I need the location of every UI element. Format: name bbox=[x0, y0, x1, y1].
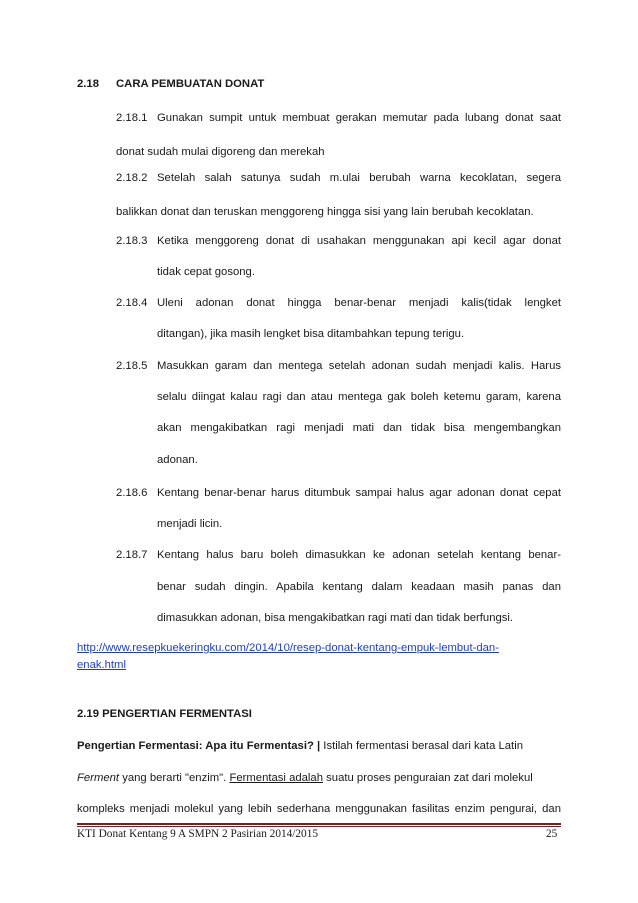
footer-title: KTI Donat Kentang 9 A SMPN 2 Pasirian 2014/2015 bbox=[77, 828, 318, 840]
paragraph-lead: Pengertian Fermentasi: Apa itu Fermentasi? | bbox=[77, 740, 321, 752]
source-link-continued[interactable]: enak.html bbox=[77, 659, 126, 671]
item-text: Gunakan sumpit untuk membuat gerakan memutar pada lubang donat saat bbox=[157, 112, 561, 124]
item-text: Uleni adonan donat hingga benar-benar menjadi kalis(tidak lengket bbox=[157, 297, 561, 309]
item-text: ditangan), jika masih lengket bisa ditambahkan tepung terigu. bbox=[157, 328, 465, 340]
item-text: balikkan donat dan teruskan menggoreng hingga sisi yang lain berubah kecoklatan. bbox=[116, 206, 534, 218]
item-text: Setelah salah satunya sudah m.ulai berubah warna kecoklatan, segera bbox=[157, 172, 561, 184]
item-number: 2.18.5 bbox=[116, 360, 148, 372]
item-number: 2.18.2 bbox=[116, 172, 148, 184]
term-ferment: Ferment bbox=[77, 772, 120, 784]
section-title: CARA PEMBUATAN DONAT bbox=[116, 78, 265, 90]
item-text: Masukkan garam dan mentega setelah adonan sudah menjadi kalis. Harus bbox=[157, 360, 561, 372]
item-number: 2.18.3 bbox=[116, 235, 148, 247]
item-text: selalu diingat kalau ragi dan atau mentega gak boleh ketemu garam, karena bbox=[157, 391, 561, 403]
section-number: 2.18 bbox=[77, 78, 99, 90]
item-number: 2.18.7 bbox=[116, 549, 148, 561]
footer-rule bbox=[77, 823, 561, 825]
paragraph-line: kompleks menjadi molekul yang lebih sederhana menggunakan fasilitas enzim pengurai, dan bbox=[77, 803, 561, 815]
paragraph-line bbox=[77, 772, 533, 784]
paragraph-line bbox=[77, 740, 523, 752]
item-text: menjadi licin. bbox=[157, 518, 223, 530]
item-number: 2.18.4 bbox=[116, 297, 148, 309]
paragraph-text: yang berarti "enzim". bbox=[119, 772, 230, 784]
item-text: benar sudah dingin. Apabila kentang dalam keadaan masih panas dan bbox=[157, 581, 561, 593]
item-text: Ketika menggoreng donat di usahakan menggunakan api kecil agar donat bbox=[157, 235, 561, 247]
item-text: adonan. bbox=[157, 454, 198, 466]
item-number: 2.18.1 bbox=[116, 112, 148, 124]
page-number: 25 bbox=[546, 828, 558, 840]
item-text: akan mengakibatkan ragi menjadi mati dan tidak bisa mengembangkan bbox=[157, 422, 561, 434]
item-number: 2.18.6 bbox=[116, 487, 148, 499]
item-text: Kentang benar-benar harus ditumbuk sampai halus agar adonan donat cepat bbox=[157, 487, 561, 499]
footer-rule-thin bbox=[77, 826, 561, 827]
source-link[interactable]: http://www.resepkuekeringku.com/2014/10/resep-donat-kentang-empuk-lembut-dan- bbox=[77, 642, 499, 654]
item-text: Kentang halus baru boleh dimasukkan ke adonan setelah kentang benar- bbox=[157, 549, 561, 561]
item-text: dimasukkan adonan, bisa mengakibatkan ragi mati dan tidak berfungsi. bbox=[157, 612, 514, 624]
section-title: 2.19 PENGERTIAN FERMENTASI bbox=[77, 708, 252, 720]
paragraph-text: Istilah fermentasi berasal dari kata Latin bbox=[320, 740, 523, 752]
paragraph-text: suatu proses penguraian zat dari molekul bbox=[323, 772, 533, 784]
term-fermentasi: Fermentasi adalah bbox=[229, 772, 324, 784]
item-text: donat sudah mulai digoreng dan merekah bbox=[116, 146, 325, 158]
item-text: tidak cepat gosong. bbox=[157, 266, 255, 278]
